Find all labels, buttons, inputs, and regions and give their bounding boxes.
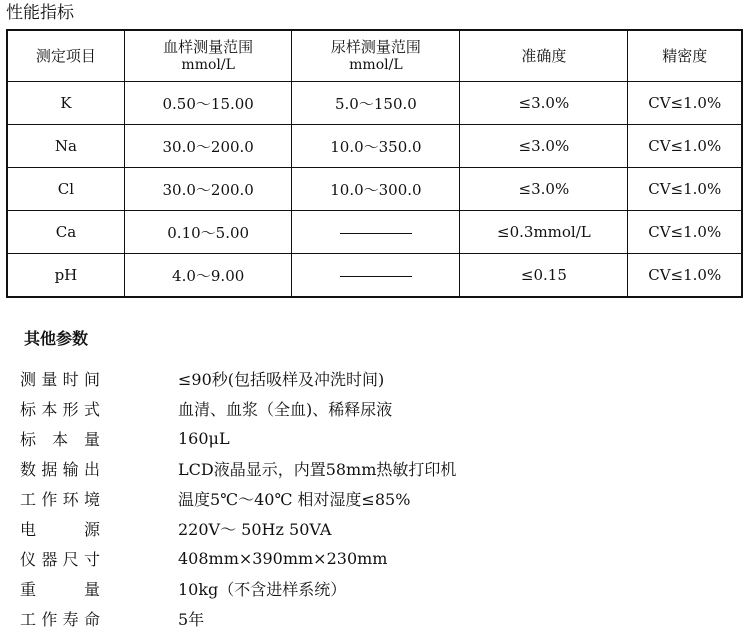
param-label: [20, 517, 100, 540]
cell-precision: CV≤1.0%: [628, 254, 742, 298]
param-label-char: 命: [83, 610, 100, 629]
param-value: 血清、血浆（全血)、稀释尿液: [178, 400, 393, 419]
param-row: [20, 514, 332, 543]
param-label-char: 式: [83, 400, 100, 419]
param-value: 160μL: [178, 429, 230, 448]
header-precision: [628, 30, 742, 82]
table-header-row: [7, 30, 742, 82]
not-applicable-dash: [340, 233, 412, 234]
cell-precision: CV≤1.0%: [628, 125, 742, 168]
cell-blood: 30.0～200.0: [124, 168, 292, 211]
param-label-char: 境: [83, 490, 100, 509]
header-precision-label: 精密度: [662, 47, 708, 65]
param-label: [20, 427, 100, 450]
param-label-char: 作: [41, 490, 58, 509]
param-label-char: 器: [41, 550, 58, 569]
param-label-char: 量: [83, 580, 100, 599]
cell-precision: CV≤1.0%: [628, 168, 742, 211]
param-value: ≤90秒(包括吸样及冲洗时间): [178, 370, 385, 389]
cell-urine: 10.0～300.0: [292, 168, 460, 211]
param-label-char: 工: [20, 490, 37, 509]
param-label-char: 量: [83, 430, 100, 449]
param-value: 温度5℃～40℃ 相对湿度≤85%: [178, 490, 411, 509]
cell-precision: CV≤1.0%: [628, 211, 742, 254]
param-label-char: 作: [41, 610, 58, 629]
param-value: 408mm×390mm×230mm: [178, 549, 388, 568]
param-label: [20, 487, 100, 510]
param-label: [20, 577, 100, 600]
table-row: [7, 254, 742, 298]
header-blood-unit: mmol/L: [181, 57, 235, 73]
header-item: [7, 30, 124, 82]
param-label-char: 本: [41, 400, 58, 419]
param-label-char: 尺: [62, 550, 79, 569]
param-label-char: 工: [20, 610, 37, 629]
param-row: [20, 424, 230, 453]
param-label-char: 数: [20, 460, 37, 479]
performance-table: [6, 29, 743, 298]
cell-accuracy: ≤0.15: [460, 254, 628, 298]
cell-blood: 30.0～200.0: [124, 125, 292, 168]
header-urine-range: [292, 30, 460, 82]
param-value: LCD液晶显示，内置58mm热敏打印机: [178, 460, 457, 479]
param-value: 10kg（不含进样系统）: [178, 580, 347, 599]
other-params-title: 其他参数: [24, 329, 89, 348]
cell-precision: CV≤1.0%: [628, 82, 742, 125]
param-label-char: 源: [83, 520, 100, 539]
param-value: 220V～ 50Hz 50VA: [178, 520, 332, 539]
param-label-char: 重: [20, 580, 37, 599]
table-row: [7, 125, 742, 168]
param-label-char: 间: [83, 370, 100, 389]
table-row: [7, 168, 742, 211]
param-row: [20, 364, 385, 393]
section-title: 性能指标: [6, 3, 74, 23]
param-label-char: 测: [20, 370, 37, 389]
param-label-char: 据: [41, 460, 58, 479]
param-label-char: 本: [51, 430, 68, 449]
param-label: [20, 367, 100, 390]
param-label: [20, 607, 100, 630]
cell-blood: 0.10～5.00: [124, 211, 292, 254]
header-accuracy-label: 准确度: [521, 47, 567, 65]
cell-item: K: [7, 82, 124, 125]
param-label-char: 出: [83, 460, 100, 479]
param-label-char: 输: [62, 460, 79, 479]
param-label-char: 时: [62, 370, 79, 389]
header-item-label: 测定项目: [35, 47, 96, 65]
cell-blood: 4.0～9.00: [124, 254, 292, 298]
param-label-char: 量: [41, 370, 58, 389]
param-label: [20, 397, 100, 420]
cell-item: Cl: [7, 168, 124, 211]
param-value: 5年: [178, 610, 205, 629]
cell-blood: 0.50～15.00: [124, 82, 292, 125]
param-label-char: 寿: [62, 610, 79, 629]
cell-accuracy: ≤0.3mmol/L: [460, 211, 628, 254]
cell-item: pH: [7, 254, 124, 298]
param-label-char: 标: [20, 430, 37, 449]
cell-urine-na: [292, 211, 460, 254]
not-applicable-dash: [340, 276, 412, 277]
param-label-char: 形: [62, 400, 79, 419]
cell-urine: 5.0～150.0: [292, 82, 460, 125]
param-label: [20, 457, 100, 480]
header-blood-label: 血样测量范围: [163, 38, 254, 56]
cell-accuracy: ≤3.0%: [460, 82, 628, 125]
param-row: [20, 454, 457, 483]
cell-urine: 10.0～350.0: [292, 125, 460, 168]
param-label-char: 仪: [20, 550, 37, 569]
header-accuracy: [460, 30, 628, 82]
cell-accuracy: ≤3.0%: [460, 125, 628, 168]
param-label-char: 寸: [83, 550, 100, 569]
param-row: [20, 544, 388, 573]
table-row: [7, 211, 742, 254]
header-blood-range: [124, 30, 292, 82]
param-label-char: 环: [62, 490, 79, 509]
param-label-char: 电: [20, 520, 37, 539]
cell-accuracy: ≤3.0%: [460, 168, 628, 211]
table-row: [7, 82, 742, 125]
param-row: [20, 484, 411, 513]
header-urine-unit: mmol/L: [349, 57, 403, 73]
param-row: [20, 574, 347, 603]
cell-item: Ca: [7, 211, 124, 254]
cell-item: Na: [7, 125, 124, 168]
param-label-char: 标: [20, 400, 37, 419]
param-row: [20, 394, 393, 423]
param-row: [20, 604, 205, 633]
header-urine-label: 尿样测量范围: [330, 38, 421, 56]
cell-urine-na: [292, 254, 460, 298]
param-label: [20, 547, 100, 570]
